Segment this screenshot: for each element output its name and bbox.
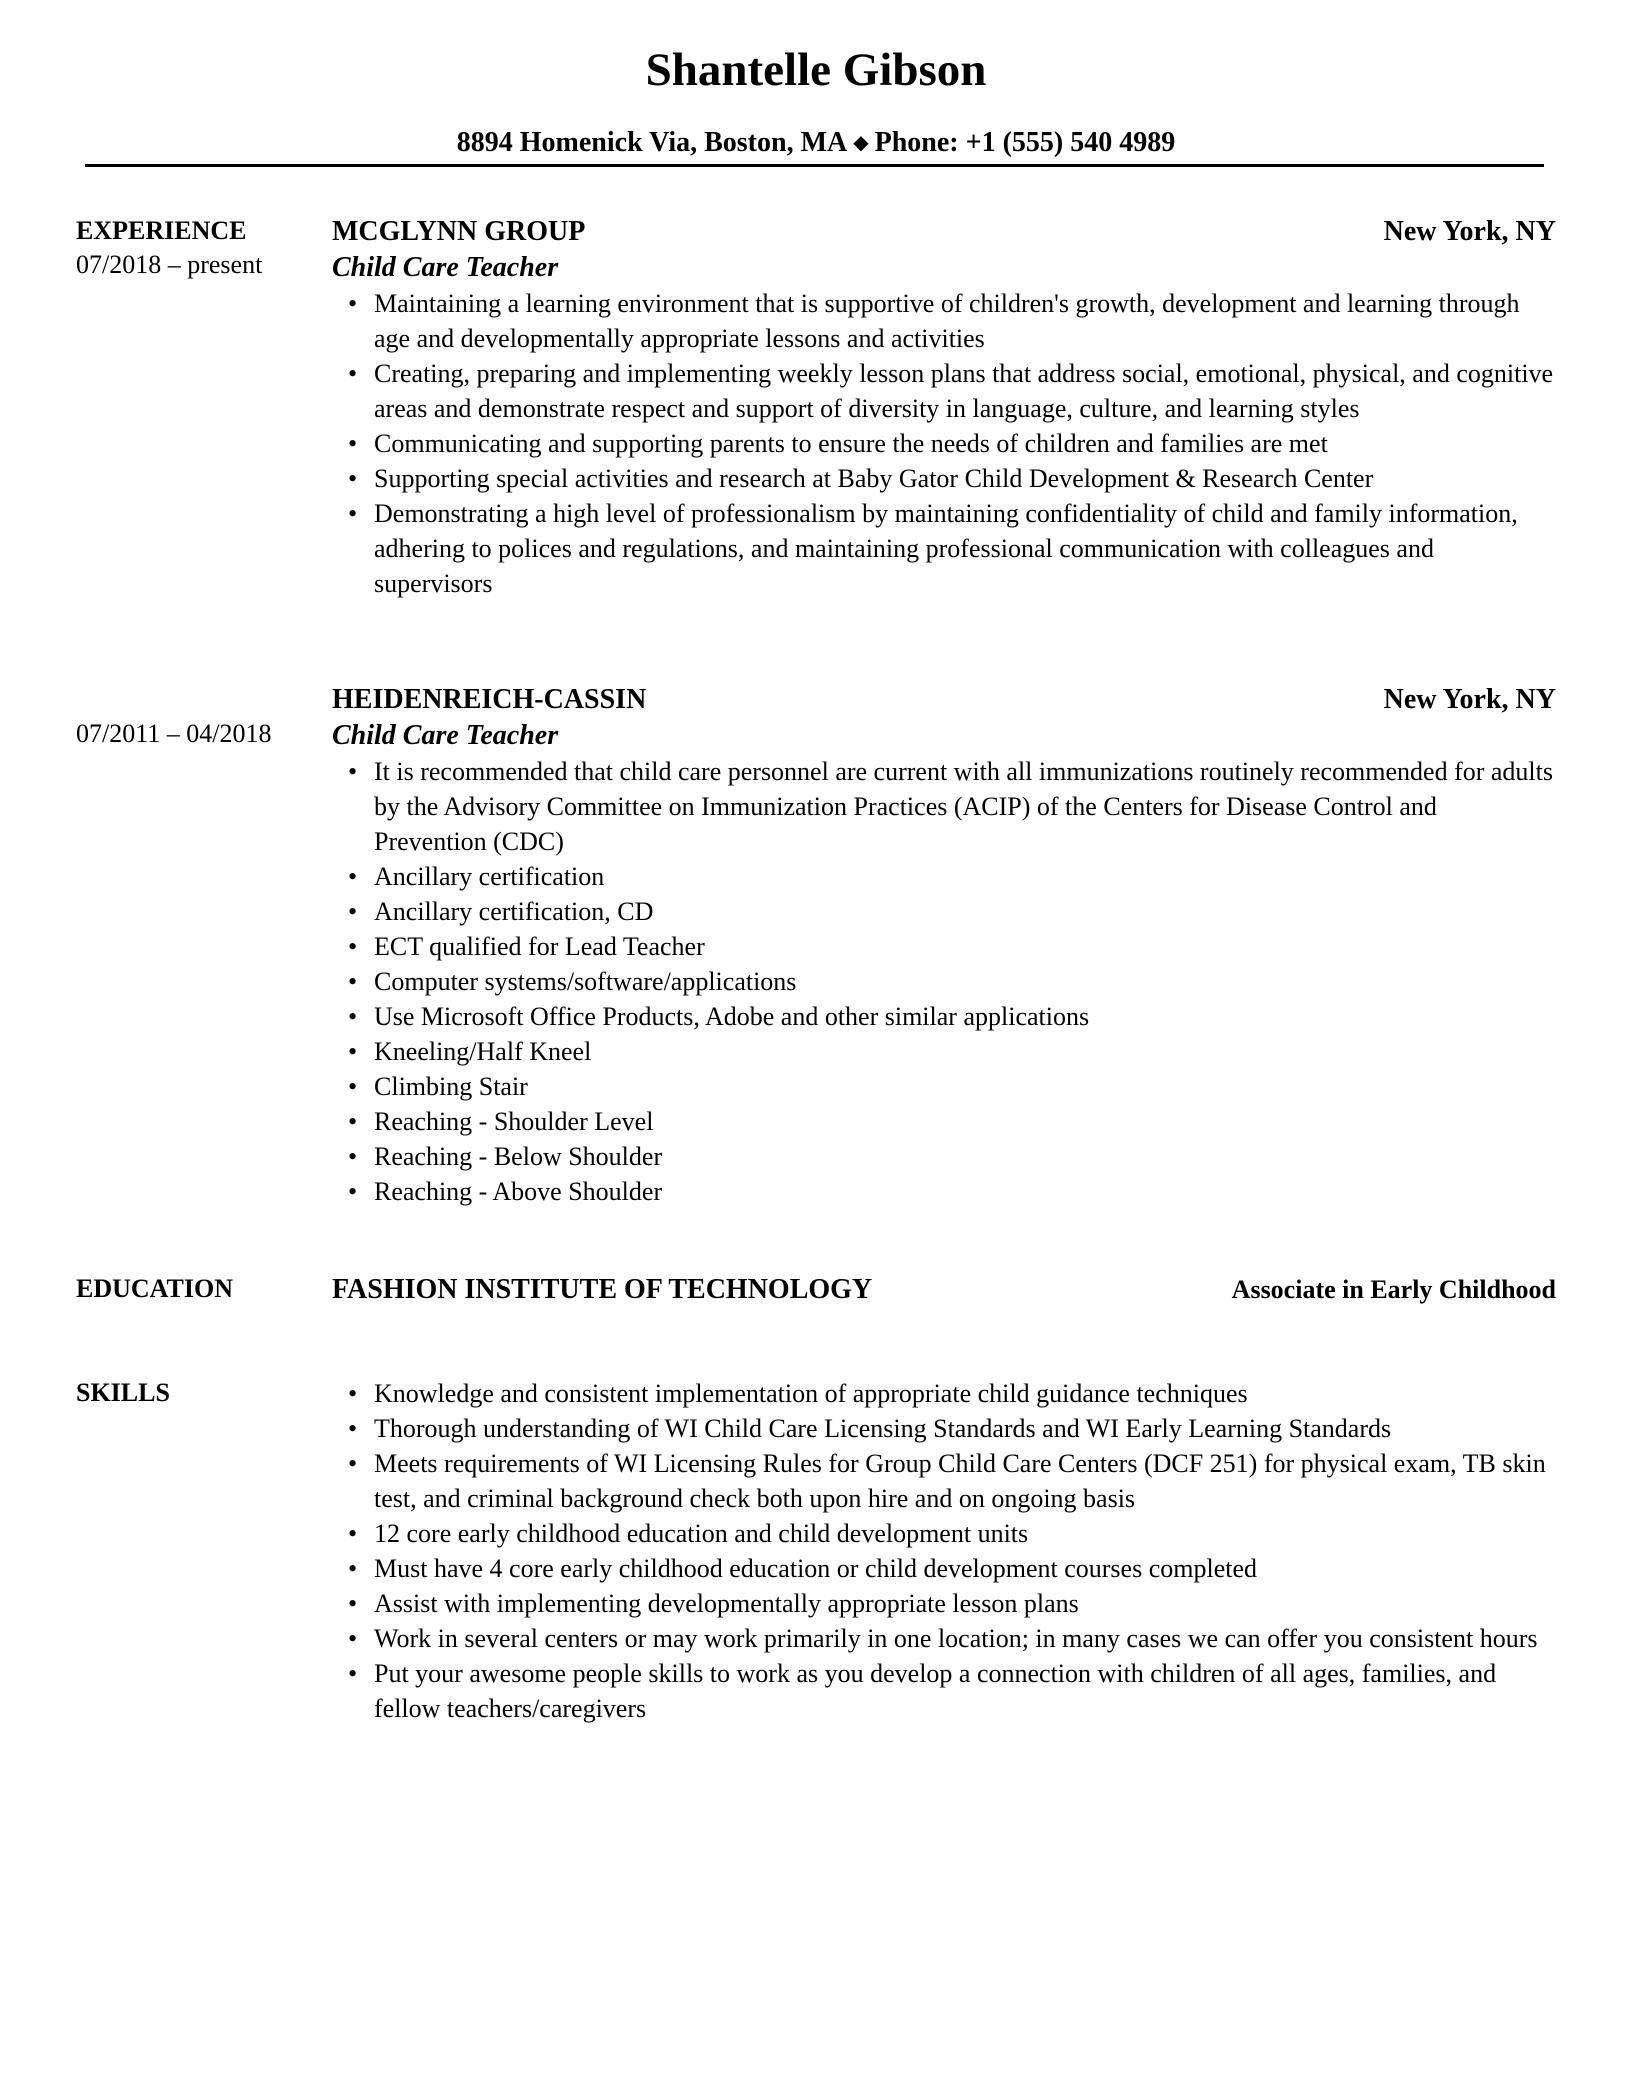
list-item: • Ancillary certification, CD: [332, 894, 1556, 929]
company-name: HEIDENREICH-CASSIN: [332, 684, 647, 715]
section-label-skills: SKILLS: [76, 1378, 170, 1407]
skills-body: [332, 1376, 1556, 1726]
education-header: [332, 1272, 1556, 1308]
list-item: • Use Microsoft Office Products, Adobe and other similar applications: [332, 999, 1556, 1034]
job-dates: 07/2018 – present: [76, 250, 263, 279]
list-item: • Climbing Stair: [332, 1069, 1556, 1104]
list-item: • Meets requirements of WI Licensing Rules for Group Child Care Centers (DCF 251) for physical exam, TB skin test, and criminal background check both upon hire and on ongoing basis: [332, 1446, 1556, 1516]
skills-list: [332, 1376, 1556, 1726]
company-name: MCGLYNN GROUP: [332, 216, 586, 247]
list-item: • Creating, preparing and implementing weekly lesson plans that address social, emotional, physical, and cognitive areas and demonstrate respect and support of diversity in language, culture, and learning styles: [332, 356, 1556, 426]
school-name: FASHION INSTITUTE OF TECHNOLOGY: [332, 1274, 873, 1305]
list-item: • Knowledge and consistent implementation of appropriate child guidance techniques: [332, 1376, 1556, 1411]
list-item: • Reaching - Above Shoulder: [332, 1174, 1556, 1209]
list-item: • Computer systems/software/applications: [332, 964, 1556, 999]
list-item: • 12 core early childhood education and child development units: [332, 1516, 1556, 1551]
job-entry: [332, 682, 1556, 1209]
header-divider: [85, 164, 1544, 167]
job-bullets: [332, 286, 1556, 601]
job-title: Child Care Teacher: [332, 252, 559, 283]
list-item: • Reaching - Below Shoulder: [332, 1139, 1556, 1174]
list-item: • Maintaining a learning environment that is supportive of children's growth, development and learning through age and developmentally appropriate lessons and activities: [332, 286, 1556, 356]
list-item: • Supporting special activities and research at Baby Gator Child Development & Research Center: [332, 461, 1556, 496]
list-item: • It is recommended that child care personnel are current with all immunizations routinely recommended for adults by the Advisory Committee on Immunization Practices (ACIP) of the Centers for Disease Control and Prevention (CDC): [332, 754, 1556, 859]
list-item: • Thorough understanding of WI Child Care Licensing Standards and WI Early Learning Standards: [332, 1411, 1556, 1446]
degree: Associate in Early Childhood: [1231, 1275, 1556, 1304]
job-bullets: [332, 754, 1556, 1209]
contact-line: [0, 126, 1632, 160]
list-item: • ECT qualified for Lead Teacher: [332, 929, 1556, 964]
phone: Phone: +1 (555) 540 4989: [874, 127, 1176, 158]
candidate-name: Shantelle Gibson: [645, 44, 987, 96]
list-item: • Reaching - Shoulder Level: [332, 1104, 1556, 1139]
job-title: Child Care Teacher: [332, 720, 559, 751]
job-location: New York, NY: [1383, 684, 1556, 715]
list-item: • Must have 4 core early childhood education or child development courses completed: [332, 1551, 1556, 1586]
list-item: • Kneeling/Half Kneel: [332, 1034, 1556, 1069]
job-dates: 07/2011 – 04/2018: [76, 719, 272, 748]
job-location: New York, NY: [1383, 216, 1556, 247]
list-item: • Work in several centers or may work primarily in one location; in many cases we can offer you consistent hours: [332, 1621, 1556, 1656]
job-entry: [332, 214, 1556, 601]
job-header: [332, 682, 1556, 718]
list-item: • Demonstrating a high level of professionalism by maintaining confidentiality of child and family information, adhering to polices and regulations, and maintaining professional communication with colleagues and supervisors: [332, 496, 1556, 601]
section-label-experience: EXPERIENCE: [76, 216, 247, 245]
section-label-education: EDUCATION: [76, 1274, 233, 1303]
list-item: • Put your awesome people skills to work as you develop a connection with children of all ages, families, and fellow teachers/caregivers: [332, 1656, 1556, 1726]
list-item: • Ancillary certification: [332, 859, 1556, 894]
list-item: • Assist with implementing developmentally appropriate lesson plans: [332, 1586, 1556, 1621]
job-header: [332, 214, 1556, 250]
education-entry: [332, 1272, 1556, 1308]
list-item: • Communicating and supporting parents to ensure the needs of children and families are met: [332, 426, 1556, 461]
diamond-separator-icon: ◆: [853, 132, 869, 154]
address: 8894 Homenick Via, Boston, MA: [456, 127, 848, 158]
